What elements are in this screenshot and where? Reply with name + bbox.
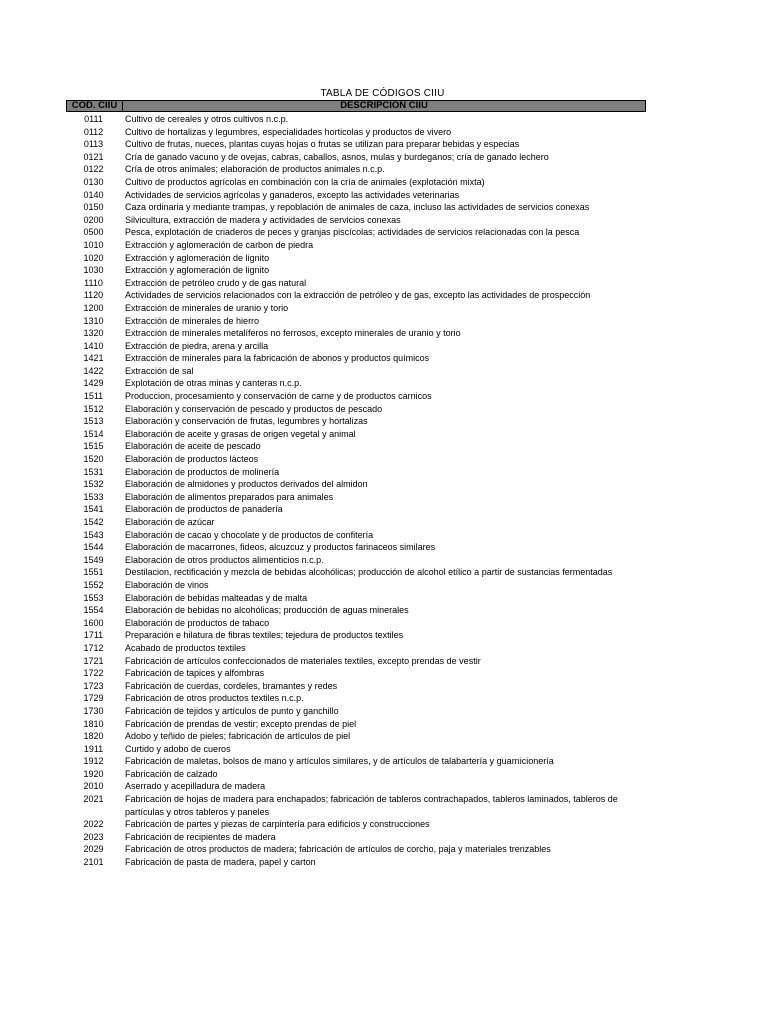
table-row [66,138,646,151]
row-code: 1810 [83,718,104,729]
row-code: 2029 [83,844,104,855]
row-code: 2010 [83,781,104,792]
row-description: Fabricación de artículos confeccionados de materiales textiles, excepto prendas de vestir [125,655,481,666]
row-code: 1514 [83,428,104,439]
row-code: 1544 [83,542,104,553]
table-row [66,843,646,856]
row-code: 1711 [83,630,104,641]
table-row [66,440,646,453]
row-description: Preparación e hilatura de fibras textiles; tejedura de productos textiles [125,630,404,641]
table-row [66,680,646,693]
table-row [66,692,646,705]
row-description: Fabricación de hojas de madera para enchapados; fabricación de tableros contrachapados, tableros laminados, tableros de partículas y otros tableros y paneles [125,794,618,817]
row-code: 1429 [83,378,104,389]
row-description: Extracción de minerales para la fabricación de abonos y productos químicos [125,353,430,364]
table-row [66,239,646,252]
row-description: Fabricación de maletas, bolsos de mano y artículos similares, y de artículos de talabartería y guarnicionería [125,756,554,767]
row-description: Fabricación de otros productos textiles n.c.p. [125,693,304,704]
table-row [66,264,646,277]
row-description: Produccion, procesamiento y conservación de carne y de productos carnicos [125,391,432,402]
row-code: 1721 [83,655,104,666]
table-row [66,315,646,328]
row-code: 1110 [84,277,103,288]
row-description: Fabricación de prendas de vestir; excepto prendas de piel [125,718,357,729]
table-row [66,189,646,202]
row-code: 1552 [83,579,104,590]
row-description: Pesca, explotación de criaderos de peces y granjas piscícolas; actividades de servicios relacionadas con la pesca [125,227,580,238]
row-code: 1511 [83,391,104,402]
table-row [66,655,646,668]
row-code: 1515 [83,441,104,452]
row-code: 1542 [83,517,104,527]
row-description: Aserrado y acepilladura de madera [125,781,266,792]
row-description: Elaboración de productos lácteos [125,454,259,465]
row-description: Elaboración de productos de panadería [125,504,283,515]
table-row [66,642,646,655]
row-description: Fabricación de pasta de madera, papel y carton [125,857,316,868]
row-code: 2023 [83,831,104,842]
row-code: 0121 [83,151,104,162]
row-description: Elaboración de cacao y chocolate y de productos de confitería [125,529,374,540]
row-code: 1422 [83,365,104,376]
row-code: 1553 [83,592,104,603]
row-code: 1533 [83,491,104,502]
document-title: TABLA DE CÓDIGOS CIIU [320,88,445,99]
table-row [66,327,646,340]
table-row [66,365,646,378]
row-code: 0111 [84,114,103,124]
row-code: 1010 [83,239,104,250]
table-row [66,516,646,529]
row-description: Explotación de otras minas y canteras n.c.p. [125,378,302,389]
row-code: 1820 [83,731,104,742]
row-description: Caza ordinaria y mediante trampas, y repoblación de animales de caza, incluso las actividades de servicios conexas [125,202,590,213]
row-description: Extracción de petróleo crudo y de gas natural [125,277,307,288]
row-code: 1421 [83,353,104,364]
table-row [66,491,646,504]
row-description: Elaboración de aceite y grasas de origen vegetal y animal [125,428,356,439]
row-code: 1520 [83,454,104,465]
row-code: 0130 [83,176,104,187]
table-row [66,579,646,592]
row-description: Cultivo de hortalizas y legumbres, especialidades horticolas y productos de vivero [125,126,452,137]
table-row [66,377,646,390]
row-description: Fabricación de recipientes de madera [125,831,276,842]
table-row [66,163,646,176]
row-description: Elaboración de alimentos preparados para animales [125,491,334,502]
table-row [66,403,646,416]
table-row [66,768,646,781]
table-row [66,302,646,315]
row-code: 0112 [83,126,104,137]
row-description: Elaboración de bebidas no alcohólicas; producción de aguas minerales [125,605,409,616]
table-row [66,226,646,239]
row-description: Extracción de sal [125,365,194,376]
row-description: Extracción de piedra, arena y arcilla [125,340,269,351]
table-row [66,705,646,718]
row-description: Extracción y aglomeración de lignito [125,265,270,276]
table-row [66,466,646,479]
row-description: Elaboración de bebidas malteadas y de malta [125,592,308,603]
row-code: 0113 [83,139,104,150]
table-row [66,113,646,126]
row-code: 1513 [83,416,104,427]
row-code: 1551 [83,567,104,578]
table-row [66,151,646,164]
table-row [66,793,646,818]
row-code: 2101 [83,857,104,868]
row-description: Elaboración de azúcar [125,517,215,527]
table-row [66,831,646,844]
row-description: Extracción y aglomeración de carbon de piedra [125,239,314,250]
row-code: 1541 [83,504,104,515]
table-row [66,554,646,567]
row-description: Elaboración de vinos [125,579,209,590]
row-description: Fabricación de otros productos de madera; fabricación de artículos de corcho, paja y materiales trenzables [125,844,551,855]
table-row [66,856,646,869]
table-row [66,780,646,793]
row-code: 1020 [83,252,104,263]
table-row [66,617,646,630]
table-row [66,818,646,831]
table-body [66,113,646,869]
row-code: 2021 [83,794,104,805]
row-description: Elaboración de productos de tabaco [125,617,270,628]
row-code: 1730 [83,705,104,716]
row-code: 0200 [83,214,104,225]
table-row [66,718,646,731]
row-code: 1200 [83,302,104,313]
table-row [66,541,646,554]
table-row [66,529,646,542]
row-description: Extracción de minerales de uranio y torio [125,302,289,313]
row-description: Actividades de servicios relacionados con la extracción de petróleo y de gas, excepto las actividades de prospección [125,290,591,301]
row-description: Adobo y teñido de pieles; fabricación de artículos de piel [125,731,351,742]
table-header [66,100,646,112]
row-code: 1120 [83,290,104,301]
table-row [66,415,646,428]
row-code: 1531 [83,466,104,477]
table-row [66,453,646,466]
row-description: Extracción de minerales metalíferos no ferrosos, excepto minerales de uranio y torio [125,328,461,339]
row-code: 1554 [83,605,104,616]
row-code: 0500 [83,227,104,238]
table-row [66,592,646,605]
row-code: 0140 [83,189,104,200]
row-description: Elaboración y conservación de pescado y productos de pescado [125,403,383,414]
row-description: Elaboración de almidones y productos derivados del almidon [125,479,368,490]
row-description: Fabricación de cuerdas, cordeles, bramantes y redes [125,680,338,691]
row-code: 1512 [83,403,104,414]
table-row [66,743,646,756]
row-description: Fabricación de calzado [125,768,218,779]
table-row [66,252,646,265]
row-code: 1532 [83,479,104,490]
row-code: 1410 [83,340,104,351]
table-row [66,176,646,189]
header-code: COD. CIIU [67,101,123,111]
row-description: Actividades de servicios agrícolas y ganaderos, excepto las actividades veterinarias [125,189,460,200]
row-code: 1030 [83,265,104,276]
row-description: Acabado de productos textiles [125,642,246,653]
row-description: Cultivo de frutas, nueces, plantas cuyas hojas o frutas se utilizan para preparar bebidas y especias [125,139,520,150]
table-row [66,730,646,743]
row-description: Cría de ganado vacuno y de ovejas, cabras, caballos, asnos, mulas y burdeganos; cría de ganado lechero [125,151,549,162]
row-description: Elaboración de aceite de pescado [125,441,261,452]
row-code: 2022 [83,819,104,830]
row-code: 0122 [83,164,104,175]
row-code: 1723 [83,680,104,691]
row-description: Cultivo de productos agrícolas en combinación con la cría de animales (explotación mixta) [125,176,485,187]
row-code: 1543 [83,529,104,540]
table-row [66,201,646,214]
row-description: Elaboración de productos de molinería [125,466,280,477]
row-description: Fabricación de tapices y alfombras [125,668,265,679]
row-description: Elaboración y conservación de frutas, legumbres y hortalizas [125,416,368,427]
table-row [66,503,646,516]
table-row [66,755,646,768]
table-row [66,390,646,403]
row-description: Elaboración de macarrones, fideos, alcuzcuz y productos farinaceos similares [125,542,436,553]
row-code: 1729 [83,693,104,704]
table-row [66,629,646,642]
row-description: Destilacion, rectificación y mezcla de bebidas alcohólicas; producción de alcohol etílico a partir de sustancias fermentadas [125,567,613,578]
table-row [66,214,646,227]
row-code: 1310 [83,315,104,326]
row-code: 1320 [83,328,104,339]
row-code: 1722 [83,668,104,679]
row-description: Extracción y aglomeración de lignito [125,252,270,263]
header-description: DESCRIPCION CIIU [340,100,428,111]
table-row [66,126,646,139]
row-description: Cultivo de cereales y otros cultivos n.c.p. [125,114,289,124]
table-row [66,667,646,680]
row-description: Fabricación de partes y piezas de carpintería para edificios y construcciones [125,819,430,830]
row-description: Silvicultura, extracción de madera y actividades de servicios conexas [125,214,401,225]
row-description: Extracción de minerales de hierro [125,315,260,326]
table-row [66,478,646,491]
row-description: Fabricación de tejidos y artículos de punto y ganchillo [125,705,339,716]
row-description: Elaboración de otros productos alimenticios n.c.p. [125,554,324,565]
row-code: 1920 [83,768,104,779]
table-row [66,428,646,441]
table-row [66,289,646,302]
row-code: 1712 [83,642,104,653]
row-code: 0150 [83,202,104,213]
row-description: Cría de otros animales; elaboración de productos animales n.c.p. [125,164,385,175]
table-row [66,604,646,617]
table-row [66,566,646,579]
table-row [66,352,646,365]
row-description: Curtido y adobo de cueros [125,743,231,754]
table-row [66,277,646,290]
row-code: 1600 [83,617,104,628]
row-code: 1911 [83,743,104,754]
row-code: 1549 [83,554,104,565]
table-row [66,340,646,353]
row-code: 1912 [83,756,104,767]
